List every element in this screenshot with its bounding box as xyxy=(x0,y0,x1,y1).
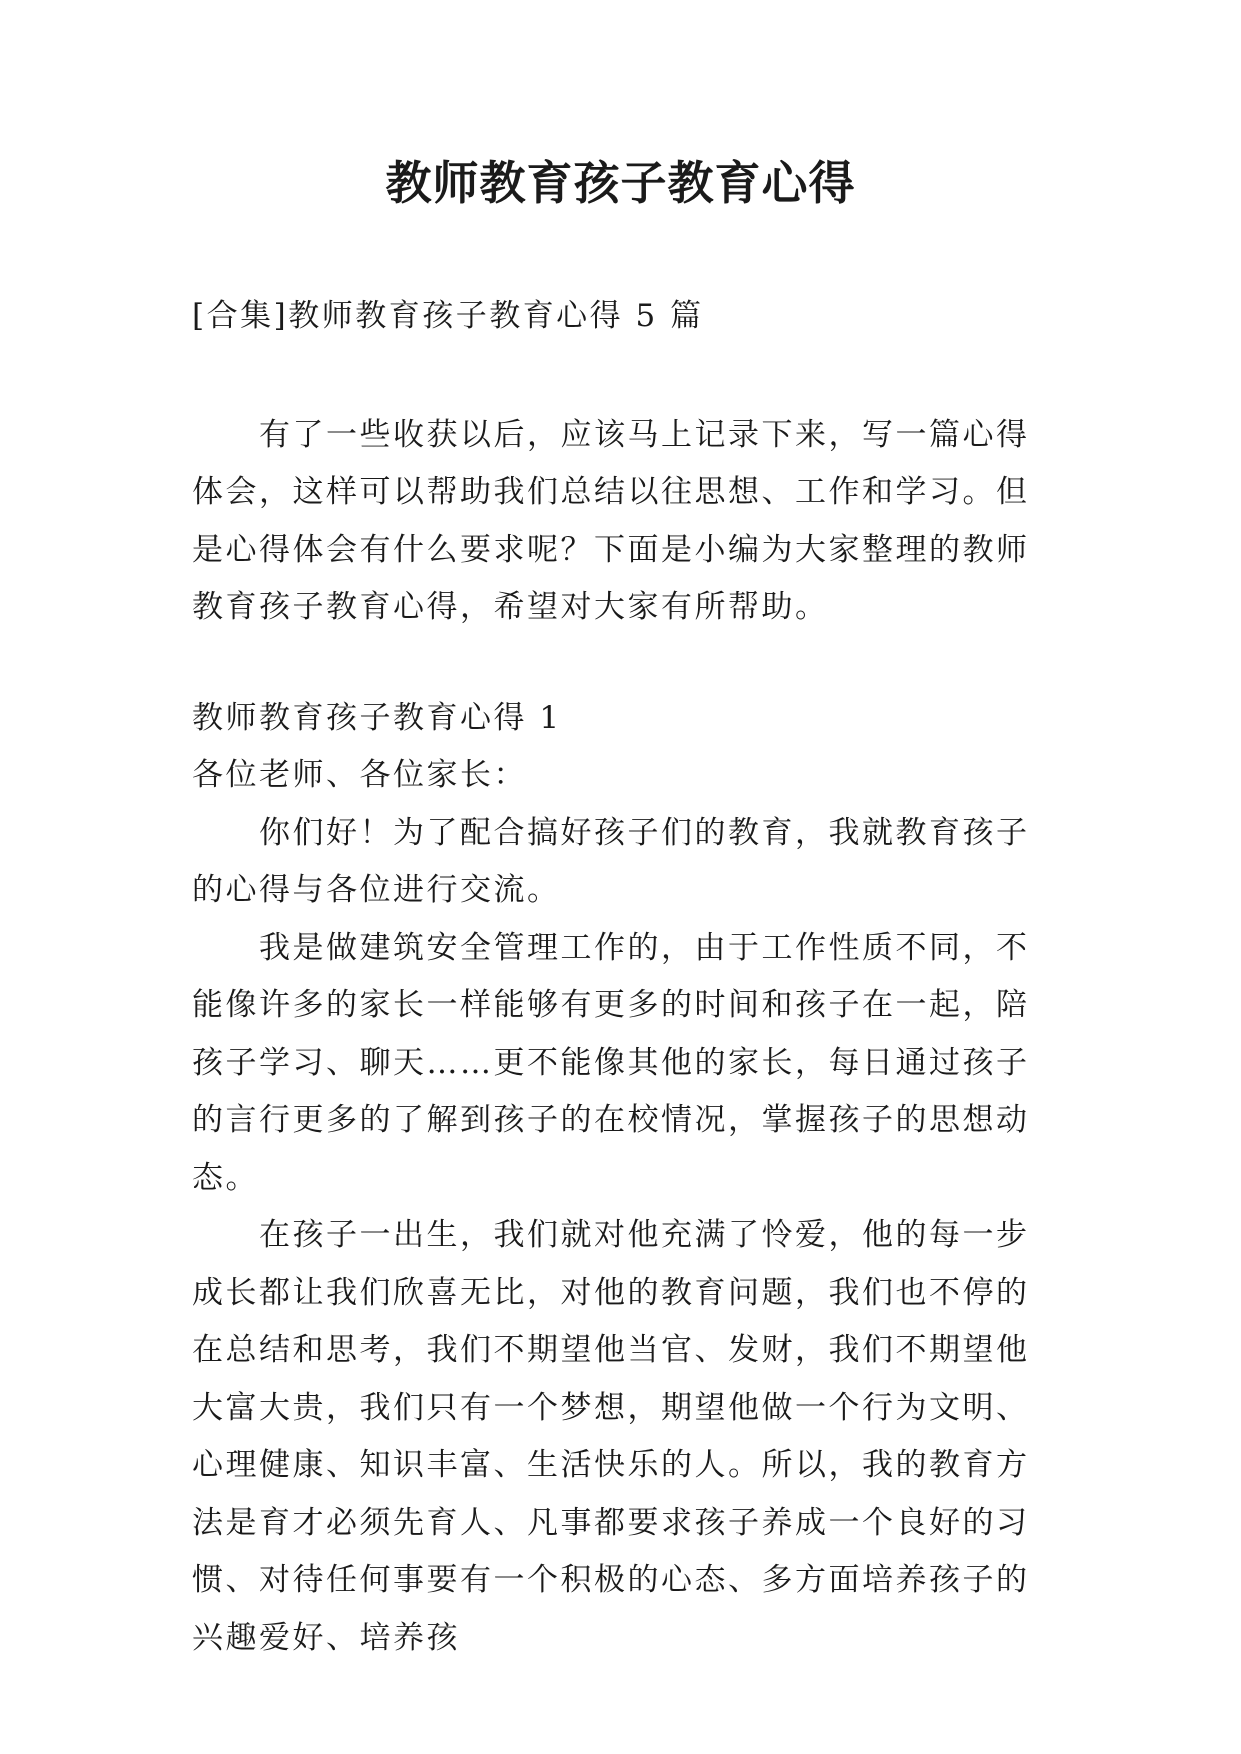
section-heading: 教师教育孩子教育心得 1 xyxy=(192,699,562,736)
body-paragraph: 在孩子一出生，我们就对他充满了怜爱，他的每一步成长都让我们欣喜无比，对他的教育问题，我们也不停的在总结和思考，我们不期望他当官、发财，我们不期望他大富大贵，我们只有一个梦想，期望他做一个行为文明、心理健康、知识丰富、生活快乐的人。所以，我的教育方法是育才必须先育人、凡事都要求孩子养成一个良好的习惯、对待任何事要有一个积极的心态、多方面培养孩子的兴趣爱好、培养孩 xyxy=(192,1217,1030,1656)
collection-subtitle: [合集]教师教育孩子教育心得 5 篇 xyxy=(192,298,704,334)
body-paragraph: 你们好！为了配合搞好孩子们的教育，我就教育孩子的心得与各位进行交流。 xyxy=(192,814,1030,908)
document-body xyxy=(192,288,1054,1667)
greeting-line: 各位老师、各位家长： xyxy=(192,757,527,793)
document-title: 教师教育孩子教育心得 xyxy=(385,156,856,210)
intro-paragraph: 有了一些收获以后，应该马上记录下来，写一篇心得体会，这样可以帮助我们总结以往思想、工作和学习。但是心得体会有什么要求呢？下面是小编为大家整理的教师教育孩子教育心得，希望对大家有所帮助。 xyxy=(192,416,1030,625)
body-paragraph: 我是做建筑安全管理工作的，由于工作性质不同，不能像许多的家长一样能够有更多的时间和孩子在一起，陪孩子学习、聊天……更不能像其他的家长，每日通过孩子的言行更多的了解到孩子的在校情况，掌握孩子的思想动态。 xyxy=(192,929,1030,1196)
